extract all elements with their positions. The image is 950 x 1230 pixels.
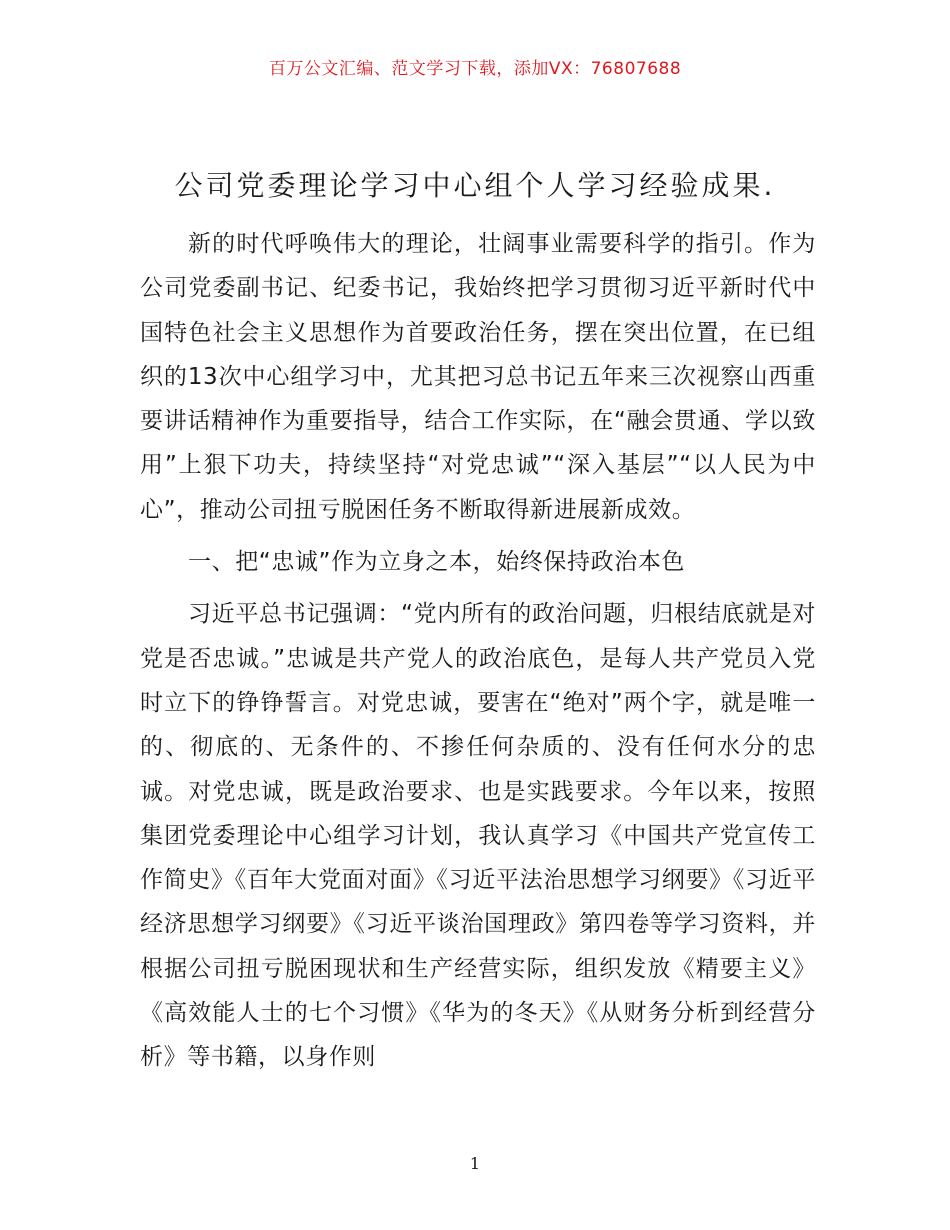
section-heading: 一、把“忠诚”作为立身之本，始终保持政治本色	[188, 549, 686, 576]
header-watermark-note: 百万公文汇编、范文学习下载，添加VX：76807688	[268, 59, 682, 79]
document-title: 公司党委理论学习中心组个人学习经验成果.	[174, 169, 776, 202]
intro-paragraph: 新的时代呼唤伟大的理论，壮阔事业需要科学的指引。作为公司党委副书记、纪委书记，我始终把学习贯彻习近平新时代中国特色社会主义思想作为首要政治任务，摆在突出位置，在已组织的13次中心组学习中，尤其把习总书记五年来三次视察山西重要讲话精神作为重要指导，结合工作实际，在“融会贯通、学以致用”上狠下功夫，持续坚持“对党忠诚”“深入基层”“以人民为中心”，推动公司扭亏脱困任务不断取得新进展新成效。	[140, 231, 816, 523]
document-body	[140, 222, 816, 1088]
page-number: 1	[469, 1154, 481, 1173]
section-paragraph: 习近平总书记强调：“党内所有的政治问题，归根结底就是对党是否忠诚。”忠诚是共产党人的政治底色，是每人共产党员入党时立下的铮铮誓言。对党忠诚，要害在“绝对”两个字，就是唯一的、彻底的、无条件的、不掺任何杂质的、没有任何水分的忠诚。对党忠诚，既是政治要求、也是实践要求。今年以来，按照集团党委理论中心组学习计划，我认真学习《中国共产党宣传工作简史》《百年大党面对面》《习近平法治思想学习纲要》《习近平经济思想学习纲要》《习近平谈治国理政》第四卷等学习资料，并根据公司扭亏脱困现状和生产经营实际，组织发放《精要主义》《高效能人士的七个习惯》《华为的冬天》《从财务分析到经营分析》等书籍，以身作则	[140, 601, 816, 1071]
